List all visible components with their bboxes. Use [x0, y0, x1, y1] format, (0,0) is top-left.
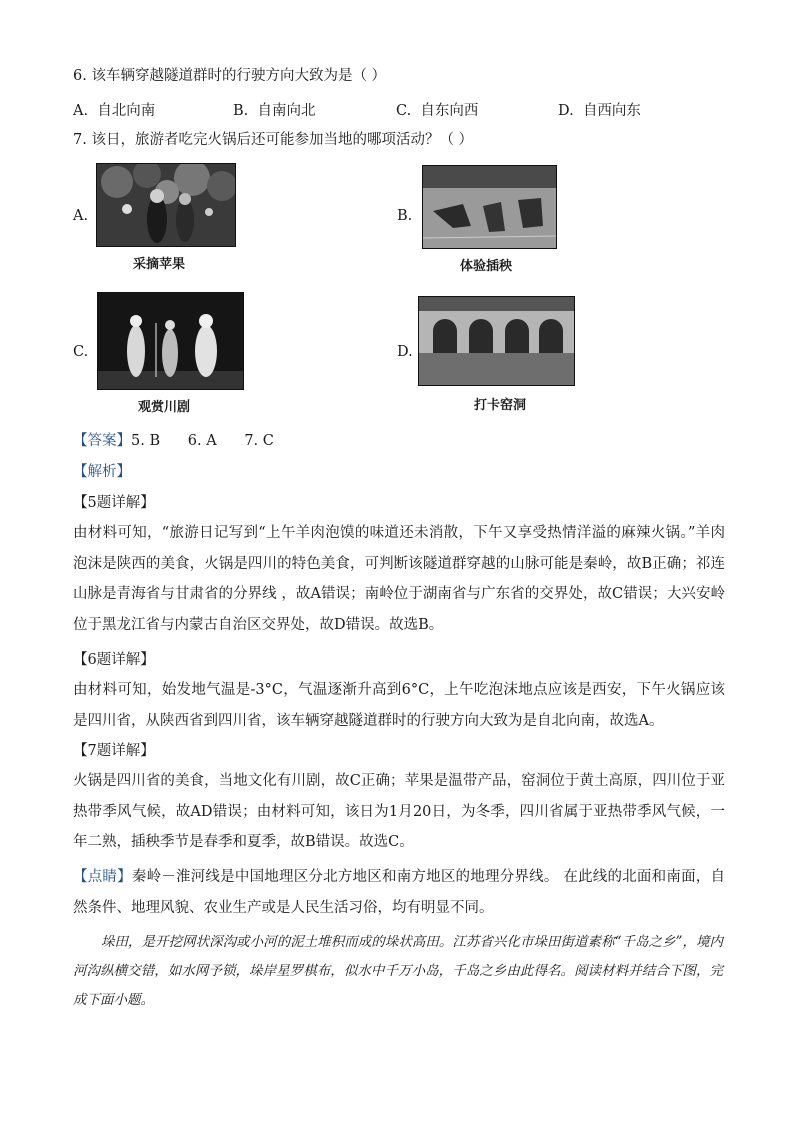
q7-option-b-caption: 体验插秧 [460, 259, 513, 274]
dianjing-label: 【点睛】 [73, 869, 132, 885]
q6-option-a-letter: A. [73, 103, 89, 119]
dianjing-text: 秦岭－淮河线是中国地理区分北方地区和南方地区的地理分界线。 在此线的北面和南面，自然条件、地理风貌、农业生产或是人民生活习俗，均有明显不同。 [73, 869, 726, 916]
q6-stem: 6. 该车辆穿越隧道群时的行驶方向大致为是（ ） [73, 68, 387, 84]
q6-option-d-text: 自西向东 [582, 103, 641, 119]
q7-detail-text: 火锅是四川省的美食，当地文化有川剧，故C正确；苹果是温带产品，窑洞位于黄土高原，四川位于亚热带季风气候，故AD错误；由材料可知，该日为1月20日，为冬季，四川省属于亚热带季风气候，一年二熟，插秧季节是春季和夏季，故B错误。故选C。 [73, 773, 725, 850]
answer-label: 【答案】 [73, 433, 131, 449]
sichuan-opera-photo [97, 292, 244, 390]
answer-text: 5. B 6. A 7. C [131, 433, 274, 449]
q7-option-d-caption: 打卡窑洞 [474, 398, 527, 413]
q6-option-a-text: 自北向南 [97, 103, 156, 119]
apple-picking-image [97, 164, 235, 246]
dianjing-paragraph [73, 862, 725, 923]
q6-option-b-text: 自南向北 [257, 103, 316, 119]
q6-option-a [73, 99, 155, 120]
cave-dwelling-image [419, 297, 574, 385]
q7-option-d-letter: D. [397, 344, 413, 360]
q6-option-c [396, 99, 478, 120]
q6-option-d-letter: D. [558, 103, 574, 119]
q7-option-a-caption: 采摘苹果 [133, 257, 186, 272]
cave-dwelling-photo [418, 296, 575, 386]
rice-planting-photo [422, 165, 557, 249]
q5-detail-title: 【5题详解】 [73, 495, 155, 511]
q6-option-c-text: 自东向西 [420, 103, 479, 119]
q7-option-b-letter: B. [397, 208, 413, 224]
material-paragraph: 垛田，是开挖网状深沟或小河的泥土堆积而成的垛状高田。江苏省兴化市垛田街道素称“千岛之乡”，境内河沟纵横交错，如水网予锁，垛岸星罗棋布，似水中千万小岛，千岛之乡由此得名。阅读材料并结合下图，完成下面小题。 [73, 934, 723, 1008]
q5-detail-text: 由材料可知，“旅游日记写到“上午羊肉泡馍的味道还未消散，下午又享受热情洋溢的麻辣火锅。”羊肉泡沫是陕西的美食，火锅是四川的特色美食，可判断该隧道群穿越的山脉可能是秦岭，故B正确；祁连山脉是青海省与甘肃省的分界线 ，故A错误；南岭位于湖南省与广东省的交界处，故C错误；大兴安岭位于黑龙江省与内蒙古自治区交界处，故D错误。故选B。 [73, 525, 725, 633]
q6-option-b-letter: B. [233, 103, 249, 119]
q6-option-d [558, 99, 641, 120]
q6-detail-title: 【6题详解】 [73, 652, 155, 668]
q7-option-a-letter: A. [73, 208, 89, 224]
q7-option-c-caption: 观赏川剧 [138, 400, 191, 415]
q6-detail-text: 由材料可知，始发地气温是-3°C，气温逐渐升高到6°C，上午吃泡沫地点应该是西安，下午火锅应该是四川省，从陕西省到四川省，该车辆穿越隧道群时的行驶方向大致为是自北向南，故选A。 [73, 682, 725, 729]
q6-option-b [233, 99, 315, 120]
apple-picking-photo [96, 163, 236, 247]
analysis-label: 【解析】 [73, 464, 131, 480]
answer-line [73, 431, 274, 451]
q7-option-c-letter: C. [73, 344, 89, 360]
rice-planting-image [423, 166, 556, 248]
q7-stem: 7. 该日，旅游者吃完火锅后还可能参加当地的哪项活动？（ ） [73, 132, 474, 148]
q6-option-c-letter: C. [396, 103, 412, 119]
q7-detail-title: 【7题详解】 [73, 743, 155, 759]
sichuan-opera-image [98, 293, 243, 389]
